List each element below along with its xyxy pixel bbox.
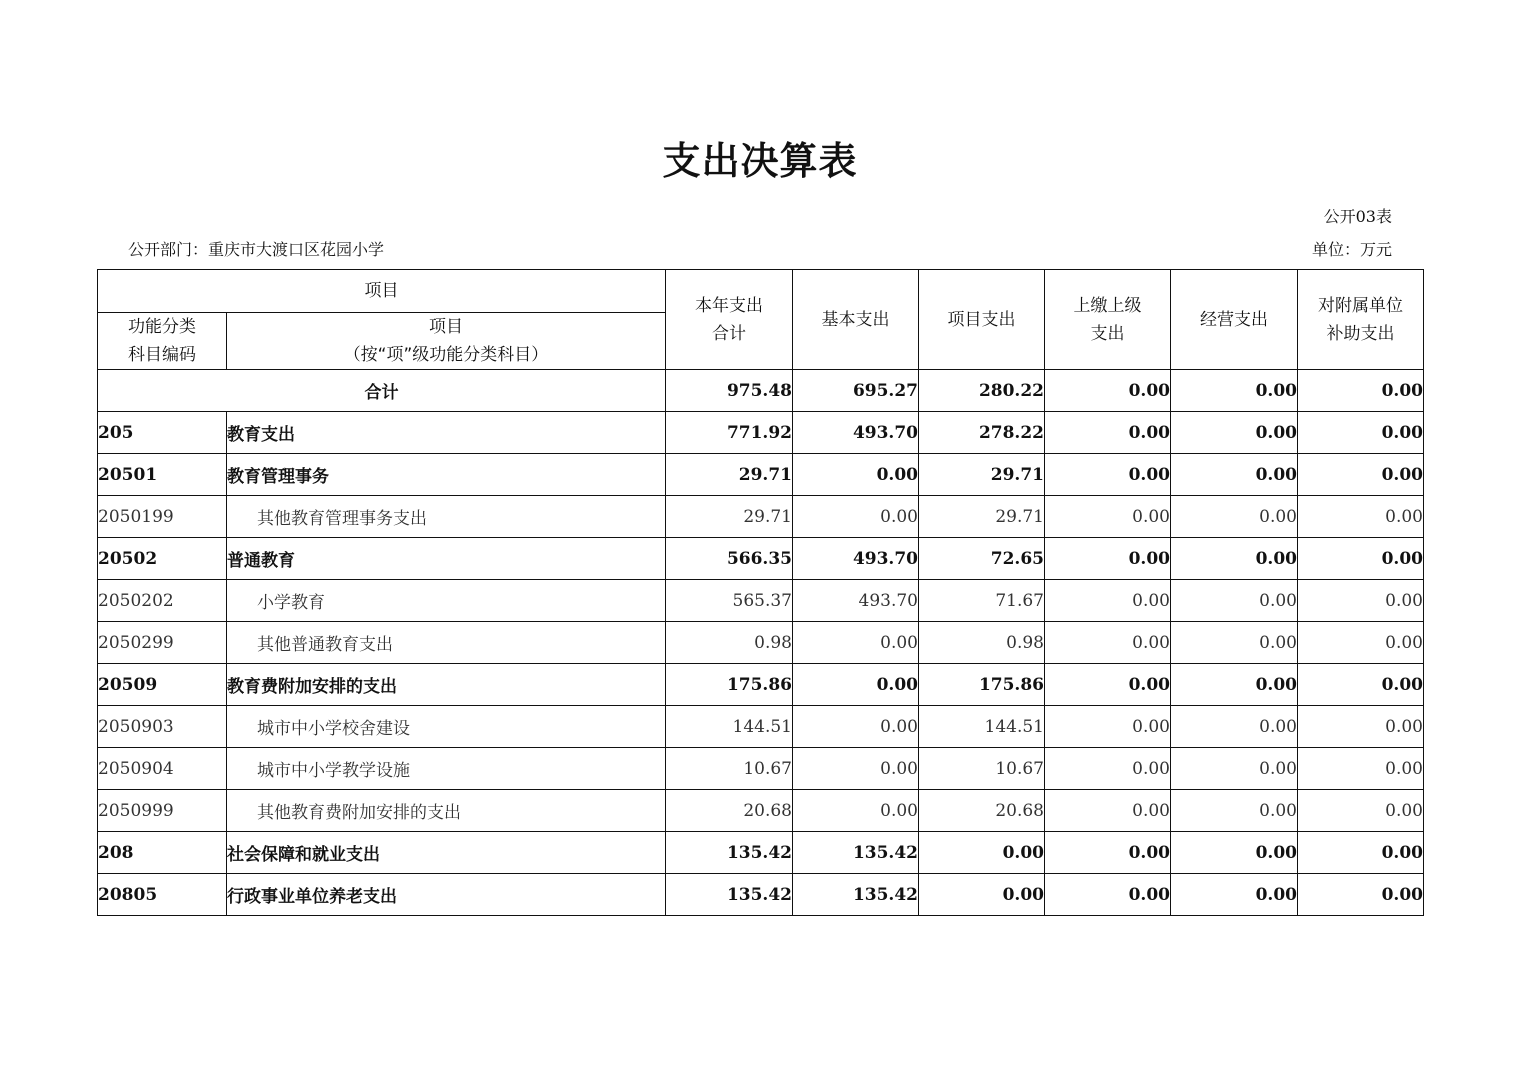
table-row bbox=[98, 790, 1424, 832]
row-value: 0.00 bbox=[1171, 706, 1298, 748]
row-value: 175.86 bbox=[919, 664, 1045, 706]
row-code: 20509 bbox=[98, 664, 227, 706]
header-total-line1: 本年支出 bbox=[695, 295, 763, 316]
header-project-exp: 项目支出 bbox=[919, 270, 1045, 370]
row-value: 0.00 bbox=[1298, 412, 1424, 454]
header-code-line1: 功能分类 bbox=[128, 317, 196, 337]
row-code: 20501 bbox=[98, 454, 227, 496]
table-row bbox=[98, 664, 1424, 706]
row-value: 29.71 bbox=[919, 454, 1045, 496]
header-subsidy-line1: 对附属单位 bbox=[1318, 295, 1403, 316]
row-code: 20502 bbox=[98, 538, 227, 580]
row-value: 565.37 bbox=[666, 580, 793, 622]
form-number: 公开03表 bbox=[1323, 207, 1392, 226]
row-value: 20.68 bbox=[666, 790, 793, 832]
row-value: 0.00 bbox=[1171, 748, 1298, 790]
row-value: 0.00 bbox=[1171, 538, 1298, 580]
row-value: 0.00 bbox=[1298, 748, 1424, 790]
total-cell: 280.22 bbox=[919, 370, 1045, 412]
table-row bbox=[98, 412, 1424, 454]
expenditure-table bbox=[97, 269, 1424, 916]
header-business: 经营支出 bbox=[1171, 270, 1298, 370]
row-value: 0.00 bbox=[793, 664, 919, 706]
row-value: 0.00 bbox=[1171, 664, 1298, 706]
header-total bbox=[666, 270, 793, 370]
row-value: 0.00 bbox=[1045, 496, 1171, 538]
row-value: 0.00 bbox=[1171, 412, 1298, 454]
row-code: 20805 bbox=[98, 874, 227, 916]
header-code bbox=[98, 313, 227, 370]
row-value: 0.00 bbox=[1298, 706, 1424, 748]
row-value: 0.00 bbox=[793, 496, 919, 538]
row-code: 2050202 bbox=[98, 580, 227, 622]
row-value: 278.22 bbox=[919, 412, 1045, 454]
total-cell: 0.00 bbox=[1045, 370, 1171, 412]
row-value: 0.00 bbox=[1045, 538, 1171, 580]
header-subsidy-line2: 补助支出 bbox=[1326, 323, 1395, 344]
table-row bbox=[98, 832, 1424, 874]
row-value: 144.51 bbox=[919, 706, 1045, 748]
row-name: 小学教育 bbox=[227, 580, 666, 622]
header-subsidy bbox=[1298, 270, 1424, 370]
total-cell: 975.48 bbox=[666, 370, 793, 412]
row-value: 29.71 bbox=[666, 496, 793, 538]
row-value: 0.00 bbox=[1045, 874, 1171, 916]
row-name: 社会保障和就业支出 bbox=[227, 832, 666, 874]
row-value: 0.98 bbox=[919, 622, 1045, 664]
row-value: 0.00 bbox=[1171, 496, 1298, 538]
header-total-line2: 合计 bbox=[712, 323, 746, 344]
row-value: 29.71 bbox=[919, 496, 1045, 538]
table-row bbox=[98, 496, 1424, 538]
row-value: 0.00 bbox=[1045, 748, 1171, 790]
row-value: 0.00 bbox=[919, 874, 1045, 916]
row-value: 0.00 bbox=[1298, 664, 1424, 706]
row-value: 0.98 bbox=[666, 622, 793, 664]
table-row bbox=[98, 748, 1424, 790]
row-value: 0.00 bbox=[793, 622, 919, 664]
row-value: 0.00 bbox=[1298, 538, 1424, 580]
row-value: 493.70 bbox=[793, 412, 919, 454]
row-value: 0.00 bbox=[1045, 454, 1171, 496]
row-code: 2050903 bbox=[98, 706, 227, 748]
table-row bbox=[98, 580, 1424, 622]
row-code: 2050904 bbox=[98, 748, 227, 790]
row-value: 20.68 bbox=[919, 790, 1045, 832]
row-name: 其他普通教育支出 bbox=[227, 622, 666, 664]
row-value: 0.00 bbox=[1171, 454, 1298, 496]
row-value: 71.67 bbox=[919, 580, 1045, 622]
row-code: 208 bbox=[98, 832, 227, 874]
row-name: 普通教育 bbox=[227, 538, 666, 580]
total-label: 合计 bbox=[98, 370, 666, 412]
row-value: 0.00 bbox=[1171, 832, 1298, 874]
header-basic: 基本支出 bbox=[793, 270, 919, 370]
row-value: 0.00 bbox=[793, 706, 919, 748]
row-name: 其他教育管理事务支出 bbox=[227, 496, 666, 538]
row-value: 0.00 bbox=[1171, 790, 1298, 832]
header-name-line1: 项目 bbox=[429, 317, 463, 337]
row-code: 2050299 bbox=[98, 622, 227, 664]
row-value: 0.00 bbox=[793, 748, 919, 790]
row-value: 0.00 bbox=[1045, 832, 1171, 874]
row-value: 0.00 bbox=[793, 454, 919, 496]
row-name: 教育管理事务 bbox=[227, 454, 666, 496]
row-code: 205 bbox=[98, 412, 227, 454]
header-name-line2: （按“项”级功能分类科目） bbox=[343, 345, 549, 365]
row-value: 771.92 bbox=[666, 412, 793, 454]
row-value: 135.42 bbox=[666, 874, 793, 916]
row-value: 566.35 bbox=[666, 538, 793, 580]
row-code: 2050999 bbox=[98, 790, 227, 832]
row-value: 0.00 bbox=[1298, 832, 1424, 874]
row-value: 0.00 bbox=[1298, 622, 1424, 664]
row-value: 135.42 bbox=[666, 832, 793, 874]
row-code: 2050199 bbox=[98, 496, 227, 538]
row-value: 29.71 bbox=[666, 454, 793, 496]
row-value: 0.00 bbox=[1045, 580, 1171, 622]
row-name: 教育费附加安排的支出 bbox=[227, 664, 666, 706]
row-value: 0.00 bbox=[1298, 580, 1424, 622]
row-value: 0.00 bbox=[1045, 706, 1171, 748]
row-name: 城市中小学校舍建设 bbox=[227, 706, 666, 748]
total-cell: 0.00 bbox=[1298, 370, 1424, 412]
header-code-line2: 科目编码 bbox=[128, 345, 196, 365]
row-name: 城市中小学教学设施 bbox=[227, 748, 666, 790]
row-value: 72.65 bbox=[919, 538, 1045, 580]
row-value: 0.00 bbox=[1045, 412, 1171, 454]
table-row bbox=[98, 706, 1424, 748]
row-value: 0.00 bbox=[1045, 622, 1171, 664]
header-upper-line2: 支出 bbox=[1090, 323, 1125, 344]
row-value: 0.00 bbox=[1171, 874, 1298, 916]
row-value: 175.86 bbox=[666, 664, 793, 706]
table-row bbox=[98, 454, 1424, 496]
table-row bbox=[98, 622, 1424, 664]
header-project: 项目 bbox=[98, 270, 666, 313]
row-value: 0.00 bbox=[1298, 496, 1424, 538]
total-cell: 0.00 bbox=[1171, 370, 1298, 412]
row-value: 144.51 bbox=[666, 706, 793, 748]
row-value: 10.67 bbox=[919, 748, 1045, 790]
row-value: 0.00 bbox=[1298, 454, 1424, 496]
row-value: 493.70 bbox=[793, 580, 919, 622]
row-name: 其他教育费附加安排的支出 bbox=[227, 790, 666, 832]
row-value: 10.67 bbox=[666, 748, 793, 790]
row-value: 0.00 bbox=[919, 832, 1045, 874]
header-name bbox=[227, 313, 666, 370]
row-name: 行政事业单位养老支出 bbox=[227, 874, 666, 916]
row-value: 0.00 bbox=[1045, 664, 1171, 706]
department-label: 公开部门：重庆市大渡口区花园小学 bbox=[128, 240, 385, 259]
row-value: 0.00 bbox=[1171, 580, 1298, 622]
unit-label: 单位：万元 bbox=[1311, 240, 1392, 259]
row-value: 493.70 bbox=[793, 538, 919, 580]
total-row bbox=[98, 370, 1424, 412]
row-value: 135.42 bbox=[793, 874, 919, 916]
total-cell: 695.27 bbox=[793, 370, 919, 412]
row-name: 教育支出 bbox=[227, 412, 666, 454]
row-value: 0.00 bbox=[1045, 790, 1171, 832]
page-title: 支出决算表 bbox=[662, 139, 858, 183]
row-value: 0.00 bbox=[1171, 622, 1298, 664]
table-row bbox=[98, 538, 1424, 580]
row-value: 0.00 bbox=[793, 790, 919, 832]
row-value: 135.42 bbox=[793, 832, 919, 874]
row-value: 0.00 bbox=[1298, 790, 1424, 832]
header-upper bbox=[1045, 270, 1171, 370]
row-value: 0.00 bbox=[1298, 874, 1424, 916]
header-upper-line1: 上缴上级 bbox=[1073, 295, 1142, 316]
table-row bbox=[98, 874, 1424, 916]
